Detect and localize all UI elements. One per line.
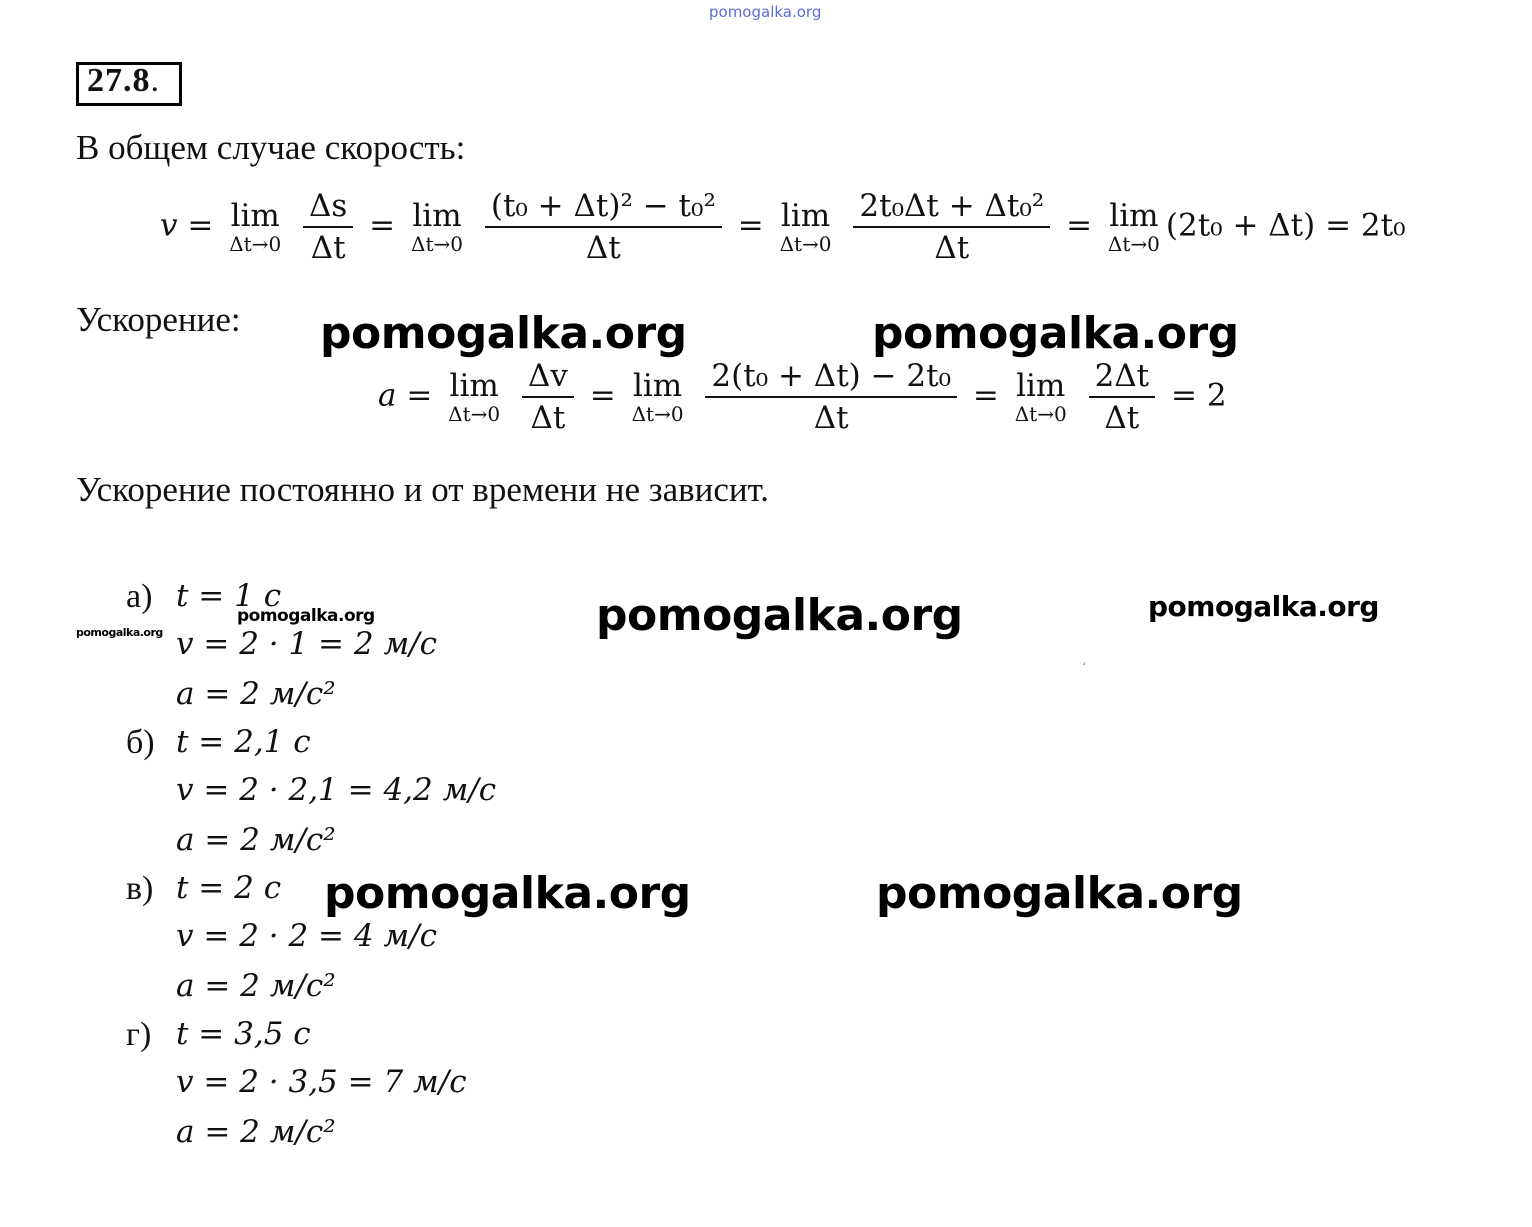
watermark: pomogalka.org bbox=[876, 868, 1243, 919]
accel-fraction-1: $\frac{\Delta v}{\Delta t}$ bbox=[522, 358, 574, 436]
velocity-intro: В общем случае скорость: bbox=[76, 128, 466, 167]
accel-fraction-3: $\frac{2\Delta t}{\Delta t}$ bbox=[1089, 358, 1156, 436]
case-a-time: t = 1 с bbox=[176, 578, 282, 614]
case-c-time: t = 2 с bbox=[176, 870, 282, 906]
velocity-term-4: (2t₀ + Δt) bbox=[1165, 207, 1316, 244]
case-c-accel: a = 2 м/с² bbox=[176, 968, 336, 1004]
watermark: pomogalka.org bbox=[596, 590, 963, 641]
case-b-accel: a = 2 м/с² bbox=[176, 822, 336, 858]
accel-intro: Ускорение: bbox=[76, 300, 241, 339]
case-label-b: б) bbox=[126, 724, 155, 761]
problem-number: 27.8. bbox=[87, 62, 160, 99]
velocity-fraction-3: $\frac{\text{2t₀Δt + Δt₀²}}{\Delta t}$ bbox=[853, 188, 1050, 266]
case-c-velocity: v = 2 · 2 = 4 м/с bbox=[176, 918, 437, 954]
watermark: pomogalka.org bbox=[872, 308, 1239, 359]
lim-operator: lim Δt→0 bbox=[1014, 367, 1067, 426]
lim-operator: lim Δt→0 bbox=[779, 197, 832, 256]
velocity-formula: v = lim Δt→0 $\frac{\Delta s}{\Delta t}$ = lim Δt→0 $\frac{\text{(t₀ + Δt)² − t₀²}}{\Delta t}$ = lim Δt→0 $\frac{\text{2t₀Δt + Δt₀²}}{\Delta t}$ = lim Δt→0 (2t₀ + Δt) = 2t₀ bbox=[160, 188, 1406, 266]
lim-operator: lim Δt→0 bbox=[229, 197, 282, 256]
lim-operator: lim Δt→0 bbox=[448, 367, 501, 426]
case-d-velocity: v = 2 · 3,5 = 7 м/с bbox=[176, 1064, 467, 1100]
conclusion: Ускорение постоянно и от времени не зависит. bbox=[76, 470, 770, 509]
lim-operator: lim Δt→0 bbox=[1107, 197, 1160, 256]
case-b-velocity: v = 2 · 2,1 = 4,2 м/с bbox=[176, 772, 497, 808]
velocity-result: 2t₀ bbox=[1360, 207, 1406, 244]
lim-operator: lim Δt→0 bbox=[631, 367, 684, 426]
watermark: pomogalka.org bbox=[237, 606, 375, 626]
case-a-velocity: v = 2 · 1 = 2 м/с bbox=[176, 626, 437, 662]
accel-result: 2 bbox=[1206, 377, 1227, 414]
case-label-a: а) bbox=[126, 578, 153, 615]
watermark: pomogalka.org bbox=[76, 626, 163, 639]
case-a-accel: a = 2 м/с² bbox=[176, 676, 336, 712]
accel-fraction-2: $\frac{\text{2(t₀ + Δt) − 2t₀}}{\Delta t}$ bbox=[705, 358, 957, 436]
velocity-fraction-2: $\frac{\text{(t₀ + Δt)² − t₀²}}{\Delta t}$ bbox=[485, 188, 722, 266]
case-label-d: г) bbox=[126, 1016, 152, 1053]
watermark: pomogalka.org bbox=[324, 868, 691, 919]
case-d-time: t = 3,5 с bbox=[176, 1016, 311, 1052]
accel-lhs: a bbox=[378, 377, 397, 414]
stray-mark: ʾ bbox=[1083, 662, 1087, 673]
velocity-fraction-1: $\frac{\Delta s}{\Delta t}$ bbox=[303, 188, 353, 266]
case-d-accel: a = 2 м/с² bbox=[176, 1114, 336, 1150]
watermark: pomogalka.org bbox=[1148, 590, 1379, 623]
velocity-lhs: v bbox=[160, 207, 178, 244]
top-watermark: pomogalka.org bbox=[709, 3, 822, 21]
case-b-time: t = 2,1 с bbox=[176, 724, 311, 760]
lim-operator: lim Δt→0 bbox=[411, 197, 463, 256]
case-label-c: в) bbox=[126, 870, 154, 907]
watermark: pomogalka.org bbox=[320, 308, 687, 359]
acceleration-formula: a = lim Δt→0 $\frac{\Delta v}{\Delta t}$ = lim Δt→0 $\frac{\text{2(t₀ + Δt) − 2t₀}}{\Delta t}$ = lim Δt→0 $\frac{2\Delta t}{\Delta t}$ = 2 bbox=[378, 358, 1227, 436]
